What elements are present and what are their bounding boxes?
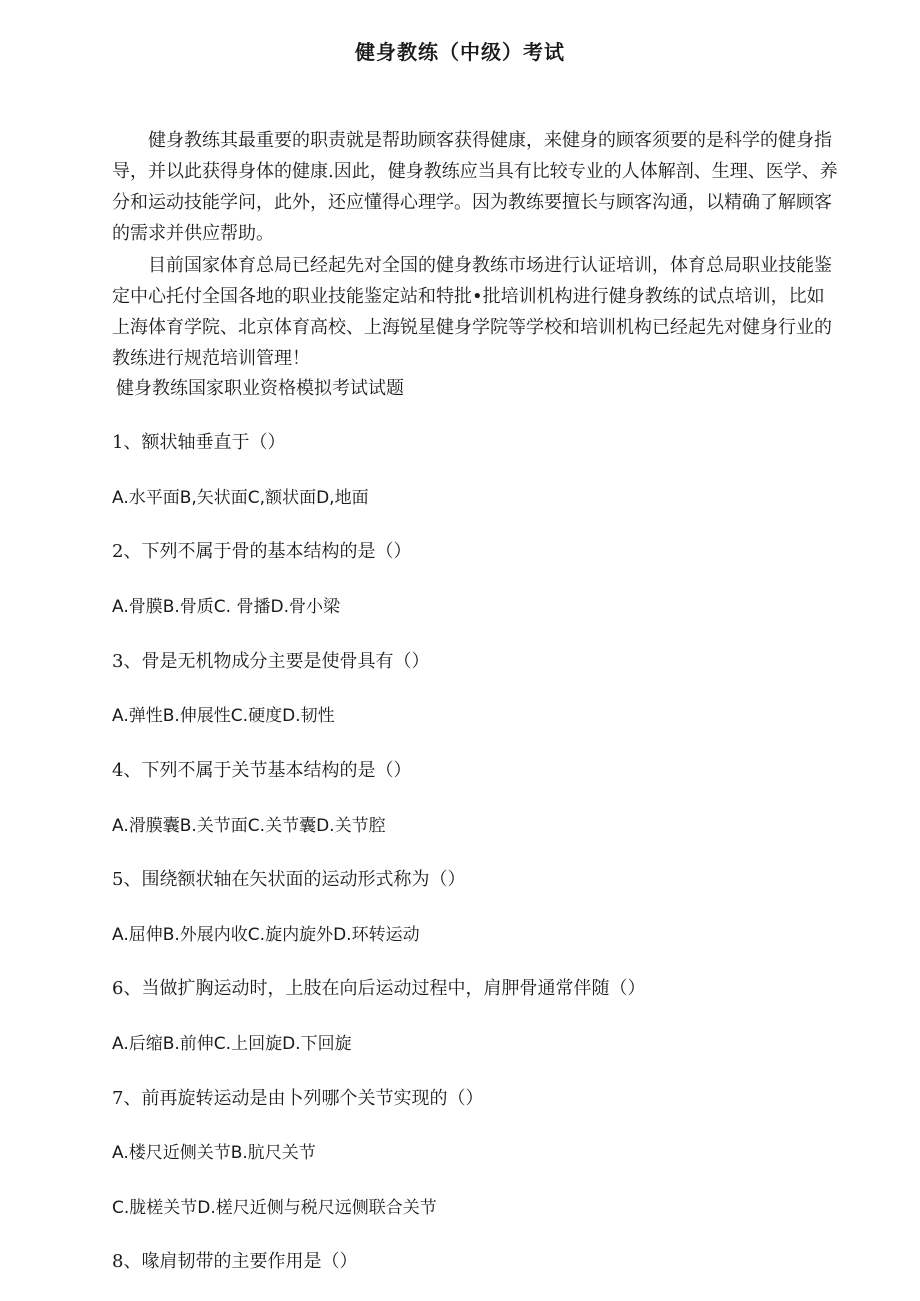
question-4: 4、下列不属于关节基本结构的是（） bbox=[112, 760, 412, 781]
intro-paragraph-2 bbox=[112, 250, 838, 374]
exam-heading: 健身教练国家职业资格模拟考试试题 bbox=[116, 378, 404, 399]
options-7b: C.胧槎关节D.槎尺近侧与税尺远侧联合关节 bbox=[112, 1198, 437, 1218]
options-1: A.水平面B,矢状面C,额状面D,地面 bbox=[112, 488, 369, 508]
intro-paragraph-1 bbox=[112, 125, 838, 249]
question-1: 1、额状轴垂直于（） bbox=[112, 432, 286, 453]
options-7a: A.楼尺近侧关节B.肮尺关节 bbox=[112, 1143, 316, 1163]
document-title: 健身教练（中级）考试 bbox=[355, 40, 565, 64]
options-4: A.滑膜囊B.关节面C.关节囊D.关节腔 bbox=[112, 816, 386, 836]
intro-paragraph-1-text: 健身教练其最重要的职责就是帮助顾客获得健康，来健身的顾客须要的是科学的健身指导，并以此获得身体的健康.因此，健身教练应当具有比较专业的人体解剖、生理、医学、养分和运动技能学问，此外，还应懂得心理学。因为教练要擅长与顾客沟通，以精确了解顾客的需求并供应帮助。 bbox=[112, 130, 838, 244]
question-8: 8、喙肩韧带的主要作用是（） bbox=[112, 1251, 358, 1272]
options-3: A.弹性B.伸展性C.硬度D.韧性 bbox=[112, 706, 335, 726]
question-5: 5、围绕额状轴在矢状面的运动形式称为（） bbox=[112, 869, 466, 890]
question-2: 2、下列不属于骨的基本结构的是（） bbox=[112, 541, 412, 562]
options-5: A.屈伸B.外展内收C.旋内旋外D.环转运动 bbox=[112, 925, 420, 945]
question-7: 7、前再旋转运动是由卜列哪个关节实现的（） bbox=[112, 1088, 484, 1109]
intro-paragraph-2-text: 目前国家体育总局已经起先对全国的健身教练市场进行认证培训，体育总局职业技能鉴定中心托付全国各地的职业技能鉴定站和特批•批培训机构进行健身教练的试点培训，比如上海体育学院、北京体育高校、上海锐星健身学院等学校和培训机构已经起先对健身行业的教练进行规范培训管理！ bbox=[112, 255, 832, 369]
question-3: 3、骨是无机物成分主要是使骨具有（） bbox=[112, 651, 430, 672]
options-6: A.后缩B.前伸C.上回旋D.下回旋 bbox=[112, 1034, 352, 1054]
options-2: A.骨膜B.骨质C. 骨播D.骨小梁 bbox=[112, 597, 340, 617]
question-6: 6、当做扩胸运动时，上肢在向后运动过程中，肩胛骨通常伴随（） bbox=[112, 978, 646, 999]
